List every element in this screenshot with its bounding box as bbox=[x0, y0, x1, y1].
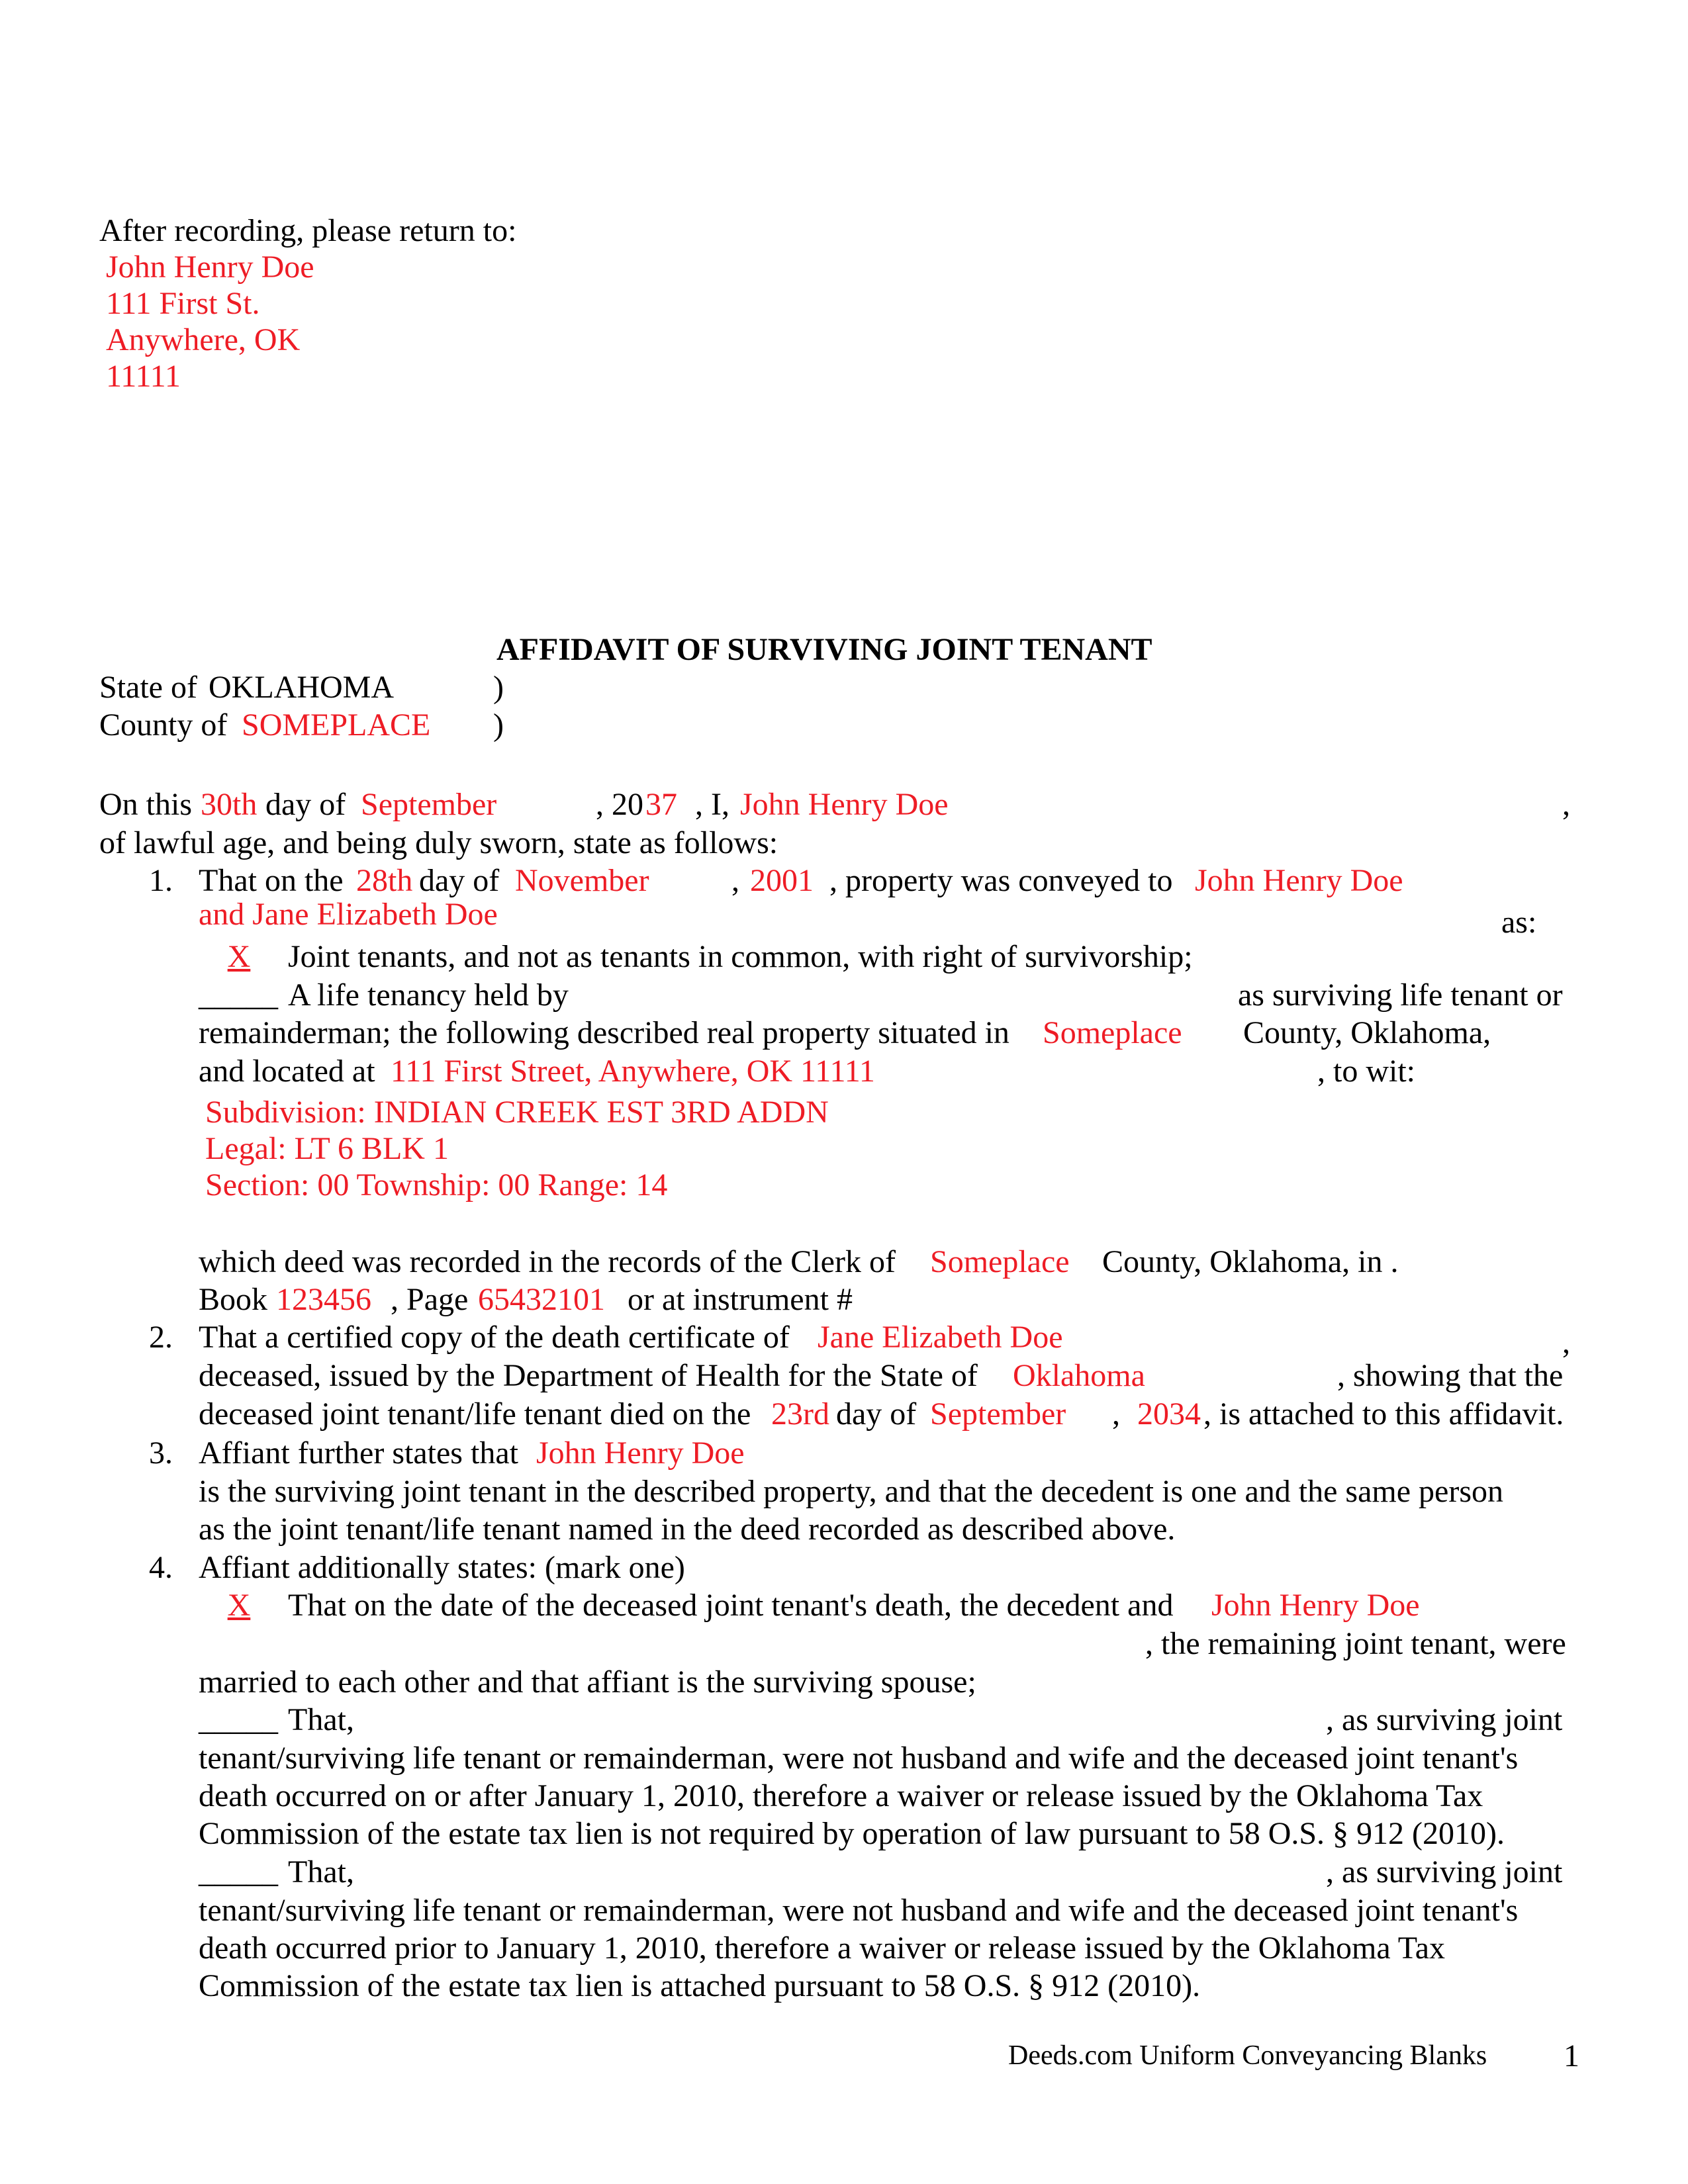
item1-year: 2001 bbox=[750, 863, 814, 898]
joint-tenancy-text: Joint tenants, and not as tenants in common, with right of survivorship; bbox=[288, 939, 1193, 974]
page-number: 1 bbox=[1564, 2038, 1579, 2073]
item1-county: Someplace bbox=[1043, 1015, 1182, 1050]
instrument-label: or at instrument # bbox=[628, 1282, 853, 1317]
item2-month: September bbox=[930, 1396, 1066, 1432]
book-number: 123456 bbox=[276, 1282, 371, 1317]
item1-day: 28th bbox=[356, 863, 413, 898]
life-tenancy-suffix: as surviving life tenant or bbox=[1238, 978, 1563, 1013]
item3-text-a: Affiant further states that bbox=[199, 1435, 518, 1471]
item2-text-c: deceased joint tenant/life tenant died on the bbox=[199, 1396, 751, 1432]
return-city-state: Anywhere, OK bbox=[106, 322, 301, 357]
item1-day-of: day of bbox=[419, 863, 500, 898]
item1-as-label: as: bbox=[1501, 905, 1537, 940]
return-heading: After recording, please return to: bbox=[99, 213, 517, 248]
recorded-county: Someplace bbox=[930, 1244, 1070, 1279]
item2-decedent: Jane Elizabeth Doe bbox=[818, 1320, 1063, 1355]
return-street: 111 First St. bbox=[106, 286, 260, 321]
county-value: SOMEPLACE bbox=[242, 707, 431, 743]
to-wit-label: , to wit: bbox=[1317, 1054, 1416, 1089]
book-label: Book bbox=[199, 1282, 268, 1317]
return-zip: 11111 bbox=[106, 359, 181, 394]
legal-description-line: Subdivision: INDIAN CREEK EST 3RD ADDN bbox=[205, 1095, 829, 1130]
intro-day-of: day of bbox=[265, 787, 346, 822]
item2-comma: , bbox=[1562, 1325, 1570, 1360]
item1-grantee-line2: and Jane Elizabeth Doe bbox=[199, 897, 498, 932]
item3-line2: is the surviving joint tenant in the described property, and that the decedent is one and the same person bbox=[199, 1474, 1503, 1509]
joint-tenancy-checkmark[interactable]: X bbox=[227, 939, 251, 974]
page-label: , Page bbox=[391, 1282, 469, 1317]
item2-attached: , is attached to this affidavit. bbox=[1203, 1396, 1564, 1432]
item1-that-on-the: That on the bbox=[199, 863, 344, 898]
life-tenancy-blank[interactable]: _____ bbox=[199, 978, 278, 1013]
intro-on-this: On this bbox=[99, 787, 193, 822]
option1-checkmark[interactable]: X bbox=[227, 1588, 251, 1623]
item2-text-a: That a certified copy of the death certificate of bbox=[199, 1320, 790, 1355]
item2-day-of: day of bbox=[836, 1396, 917, 1432]
intro-comma: , bbox=[1562, 787, 1570, 822]
item2-number: 2. bbox=[149, 1320, 173, 1355]
return-name: John Henry Doe bbox=[106, 250, 314, 285]
item4-heading: Affiant additionally states: (mark one) bbox=[199, 1550, 685, 1585]
option3-suffix: , as surviving joint bbox=[1326, 1854, 1563, 1889]
page-number: 65432101 bbox=[478, 1282, 605, 1317]
item3-number: 3. bbox=[149, 1435, 173, 1471]
item2-year: 2034 bbox=[1137, 1396, 1201, 1432]
legal-description-line: Legal: LT 6 BLK 1 bbox=[205, 1131, 449, 1166]
item3-line3: as the joint tenant/life tenant named in the deed recorded as described above. bbox=[199, 1512, 1176, 1547]
item2-state: Oklahoma bbox=[1013, 1358, 1145, 1393]
property-address: 111 First Street, Anywhere, OK 11111 bbox=[391, 1054, 875, 1089]
recorded-text: which deed was recorded in the records of the Clerk of bbox=[199, 1244, 896, 1279]
item1-county-suffix: County, Oklahoma, bbox=[1243, 1015, 1491, 1050]
option2-line: death occurred on or after January 1, 2010, therefore a waiver or release issued by the Oklahoma Tax bbox=[199, 1778, 1483, 1813]
footer-brand: Deeds.com Uniform Conveyancing Blanks bbox=[1008, 2040, 1487, 2071]
intro-affiant: John Henry Doe bbox=[740, 787, 949, 822]
option2-that: That, bbox=[288, 1702, 354, 1737]
intro-year-suffix: 37 bbox=[645, 787, 677, 822]
document-title: AFFIDAVIT OF SURVIVING JOINT TENANT bbox=[496, 632, 1152, 667]
option1-remaining: , the remaining joint tenant, were bbox=[1145, 1626, 1566, 1661]
item2-showing: , showing that the bbox=[1337, 1358, 1564, 1393]
item1-comma: , bbox=[731, 863, 739, 898]
intro-month: September bbox=[361, 787, 497, 822]
item2-day: 23rd bbox=[771, 1396, 829, 1432]
option3-line: death occurred prior to January 1, 2010, therefore a waiver or release issued by the Oklahoma Tax bbox=[199, 1931, 1446, 1966]
intro-sworn-line: of lawful age, and being duly sworn, state as follows: bbox=[99, 825, 778, 860]
state-label: State of bbox=[99, 670, 197, 705]
option2-suffix: , as surviving joint bbox=[1326, 1702, 1563, 1737]
life-tenancy-text: A life tenancy held by bbox=[288, 978, 569, 1013]
county-label: County of bbox=[99, 707, 228, 743]
intro-i-label: , I, bbox=[695, 787, 729, 822]
state-value: OKLAHOMA bbox=[209, 670, 394, 705]
option1-name: John Henry Doe bbox=[1211, 1588, 1420, 1623]
recorded-suffix: County, Oklahoma, in . bbox=[1102, 1244, 1399, 1279]
item4-number: 4. bbox=[149, 1550, 173, 1585]
option2-line: Commission of the estate tax lien is not required by operation of law pursuant to 58 O.S. § 912 (2010). bbox=[199, 1816, 1505, 1851]
option1-line3: married to each other and that affiant is the surviving spouse; bbox=[199, 1664, 976, 1700]
option1-text: That on the date of the deceased joint tenant's death, the decedent and bbox=[288, 1588, 1174, 1623]
legal-description-line: Section: 00 Township: 00 Range: 14 bbox=[205, 1167, 668, 1203]
item2-text-b: deceased, issued by the Department of Health for the State of bbox=[199, 1358, 978, 1393]
located-at-label: and located at bbox=[199, 1054, 375, 1089]
intro-day: 30th bbox=[201, 787, 258, 822]
item1-grantee-line1: John Henry Doe bbox=[1195, 863, 1403, 898]
option3-line: tenant/surviving life tenant or remainderman, were not husband and wife and the deceased joint tenant's bbox=[199, 1893, 1519, 1928]
option3-line: Commission of the estate tax lien is attached pursuant to 58 O.S. § 912 (2010). bbox=[199, 1968, 1201, 2003]
item1-conveyed-to: , property was conveyed to bbox=[829, 863, 1173, 898]
option3-that: That, bbox=[288, 1854, 354, 1889]
option3-blank[interactable]: _____ bbox=[199, 1854, 278, 1889]
item3-survivor: John Henry Doe bbox=[536, 1435, 745, 1471]
intro-year-prefix: , 20 bbox=[596, 787, 643, 822]
item2-comma2: , bbox=[1112, 1396, 1120, 1432]
option2-blank[interactable]: _____ bbox=[199, 1702, 278, 1737]
item1-number: 1. bbox=[149, 863, 173, 898]
item1-month: November bbox=[515, 863, 649, 898]
remainderman-text: remainderman; the following described real property situated in bbox=[199, 1015, 1009, 1050]
venue-paren: ) bbox=[493, 707, 504, 743]
option2-line: tenant/surviving life tenant or remainderman, were not husband and wife and the deceased joint tenant's bbox=[199, 1741, 1519, 1776]
venue-paren: ) bbox=[493, 670, 504, 705]
